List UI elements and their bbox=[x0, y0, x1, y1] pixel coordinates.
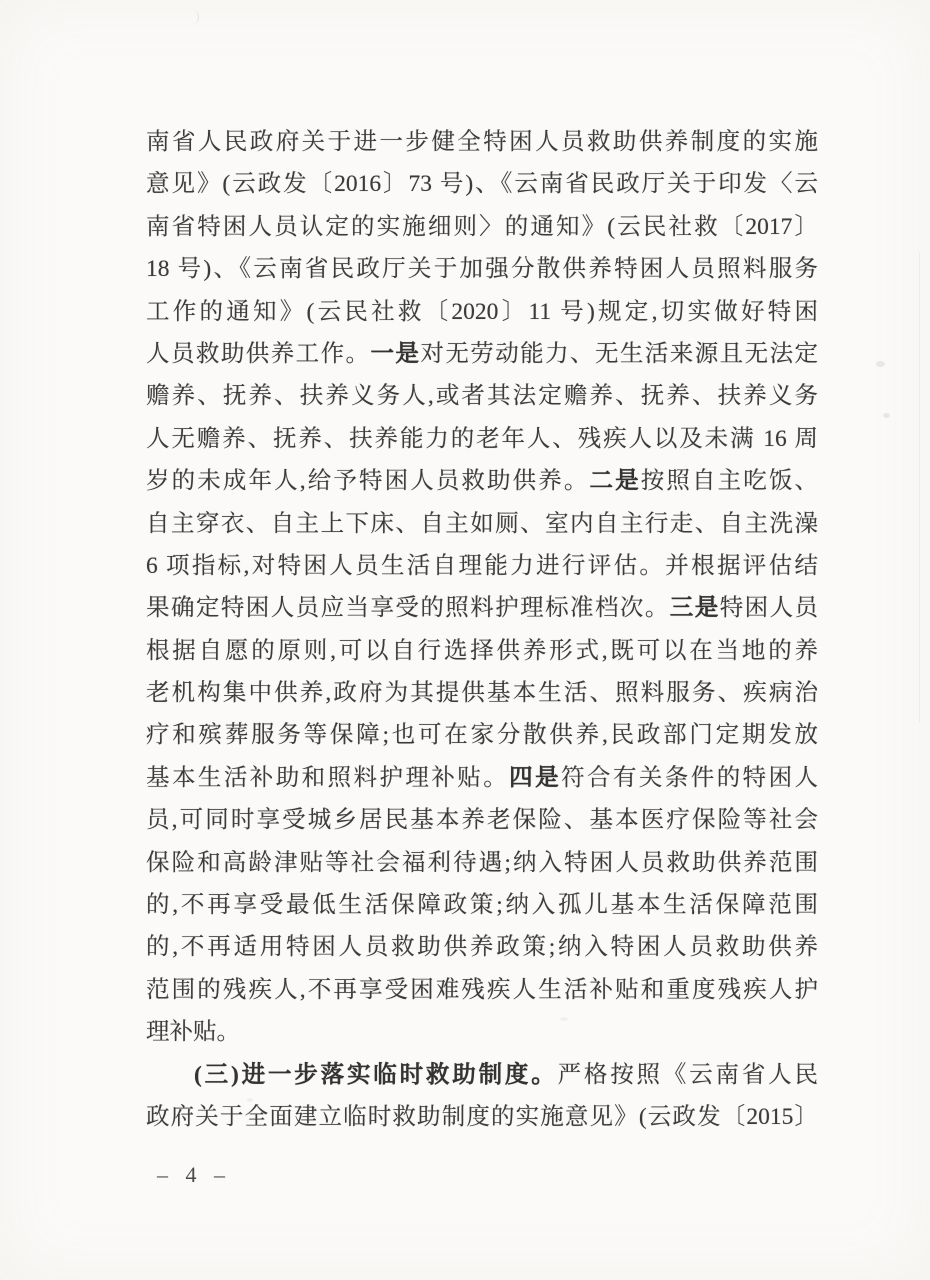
page-number: – 4 – bbox=[157, 1162, 231, 1187]
text-line: 南省人民政府关于进一步健全特困人员救助供养制度的实施 bbox=[146, 129, 818, 155]
scan-speck bbox=[883, 413, 890, 418]
text-line: 果确定特困人员应当享受的照料护理标准档次。三是特困人员 bbox=[146, 595, 819, 622]
scan-speck bbox=[247, 1098, 253, 1102]
text-line: 赡养、抚养、扶养义务人,或者其法定赡养、抚养、扶养义务 bbox=[146, 383, 818, 410]
text-line: 政府关于全面建立临时救助制度的实施意见》(云政发〔2015〕 bbox=[146, 1103, 818, 1130]
text-line: (三)进一步落实临时救助制度。严格按照《云南省人民 bbox=[194, 1061, 819, 1088]
text-line: 6 项指标,对特困人员生活自理能力进行评估。并根据评估结 bbox=[146, 552, 818, 579]
bold-emphasis: 二是 bbox=[589, 468, 641, 495]
text-line: 疗和殡葬服务等保障;也可在家分散供养,民政部门定期发放 bbox=[146, 722, 818, 749]
text-line: 人员救助供养工作。一是对无劳动能力、无生活来源且无法定 bbox=[146, 340, 819, 367]
bold-emphasis: 四是 bbox=[509, 764, 562, 791]
text-line: 员,可同时享受城乡居民基本养老保险、基本医疗保险等社会 bbox=[146, 807, 818, 834]
scan-speck bbox=[876, 361, 885, 367]
text-line: 人无赡养、抚养、扶养能力的老年人、残疾人以及未满 16 周 bbox=[146, 425, 818, 452]
scanner-edge-artifact bbox=[919, 252, 920, 722]
bold-emphasis: (三)进一步落实临时救助制度。 bbox=[194, 1061, 558, 1088]
text-line: 范围的残疾人,不再享受困难残疾人生活补贴和重度残疾人护 bbox=[146, 976, 818, 1003]
text-line: 自主穿衣、自主上下床、自主如厕、室内自主行走、自主洗澡 bbox=[146, 510, 818, 537]
bold-emphasis: 一是 bbox=[370, 340, 421, 367]
text-line: 基本生活补助和照料护理补贴。四是符合有关条件的特困人 bbox=[146, 764, 819, 791]
text-line: 的,不再适用特困人员救助供养政策;纳入特困人员救助供养 bbox=[146, 934, 818, 961]
text-line: 的,不再享受最低生活保障政策;纳入孤儿基本生活保障范围 bbox=[146, 892, 818, 919]
document-text bbox=[146, 121, 818, 1138]
text-line: 工作的通知》(云民社救〔2020〕11 号)规定,切实做好特困 bbox=[146, 298, 818, 325]
scan-speck bbox=[560, 1017, 568, 1021]
text-line: 保险和高龄津贴等社会福利待遇;纳入特困人员救助供养范围 bbox=[146, 849, 818, 876]
scan-speck bbox=[188, 10, 199, 24]
text-line: 意见》(云政发〔2016〕73 号)、《云南省民政厅关于印发〈云 bbox=[146, 171, 818, 198]
text-line: 岁的未成年人,给予特困人员救助供养。二是按照自主吃饭、 bbox=[146, 468, 819, 495]
text-line: 18 号)、《云南省民政厅关于加强分散供养特困人员照料服务 bbox=[146, 256, 818, 283]
text-line: 理补贴。 bbox=[146, 1019, 240, 1046]
text-line: 根据自愿的原则,可以自行选择供养形式,既可以在当地的养 bbox=[146, 637, 818, 664]
text-line: 南省特困人员认定的实施细则〉的通知》(云民社救〔2017〕 bbox=[146, 213, 818, 240]
text-line: 老机构集中供养,政府为其提供基本生活、照料服务、疾病治 bbox=[146, 680, 818, 707]
bold-emphasis: 三是 bbox=[669, 595, 720, 622]
